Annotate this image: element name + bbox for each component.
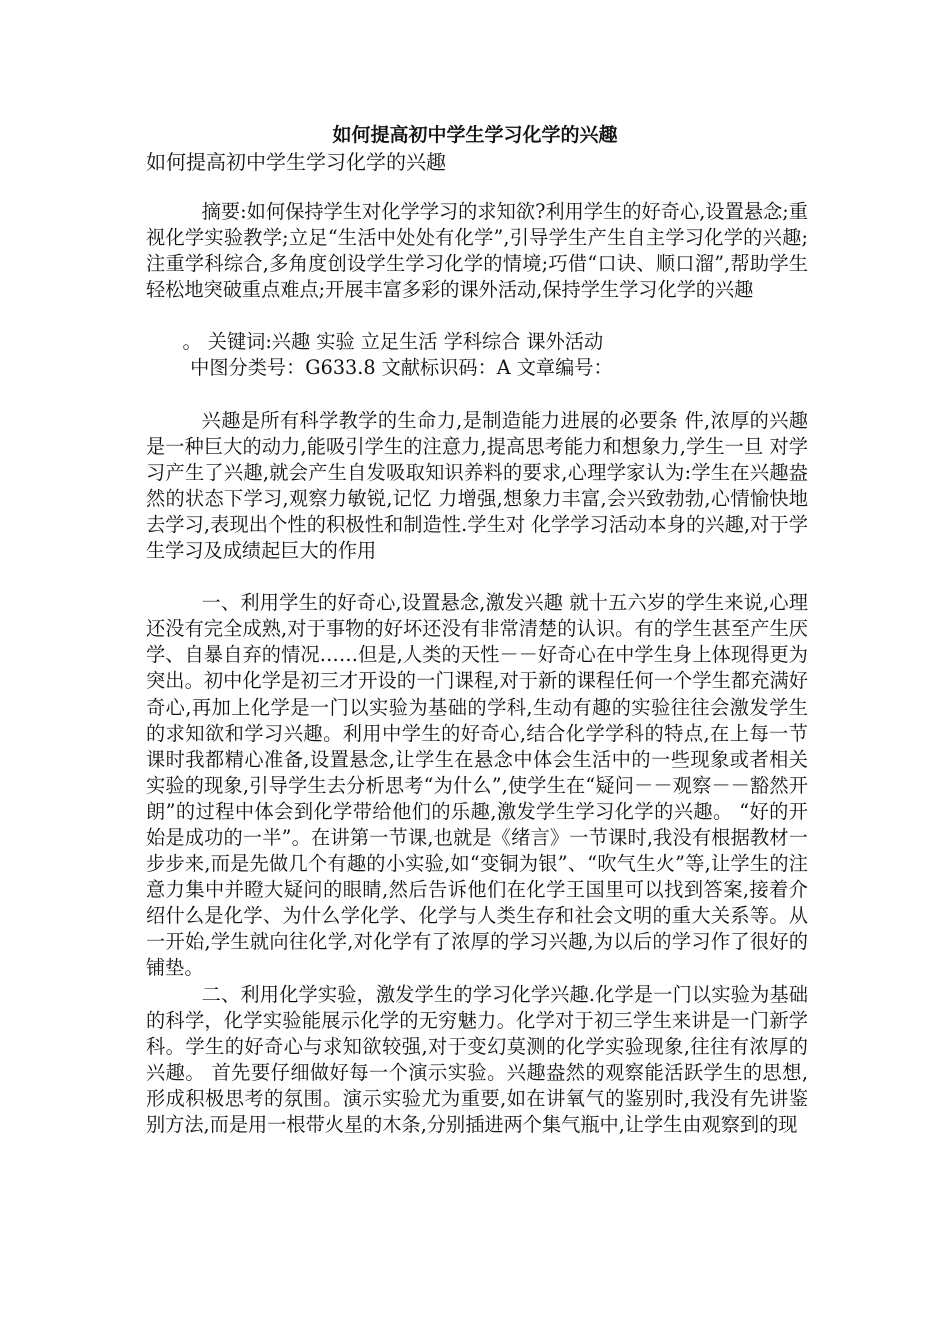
intro-paragraph: 兴趣是所有科学教学的生命力,是制造能力进展的必要条 件,浓厚的兴趣是一种巨大的动力,能吸引学生的注意力,提高思考能力和想象力,学生一旦 对学习产生了兴趣,就会产生自发吸取知识养料的要求,心理学家认为:学生在兴趣盎然的状态下学习,观察力敏锐,记忆 力增强,想象力丰富,会兴致勃勃,心情愉快地去学习,表现出个性的积极性和制造性.学生对 化学学习活动本身的兴趣,对于学生学习及成绩起巨大的作用 bbox=[146, 408, 808, 563]
section-two-paragraph: 二、利用化学实验，激发学生的学习化学兴趣.化学是一门以实验为基础的科学，化学实验能展示化学的无穷魅力。化学对于初三学生来讲是一门新学科。学生的好奇心与求知欲较强,对于变幻莫测的化学实验现象,往往有浓厚的兴趣。 首先要仔细做好每一个演示实验。兴趣盎然的观察能活跃学生的思想,形成积极思考的氛围。演示实验尤为重要,如在讲氧气的鉴别时,我没有先讲鉴别方法,而是用一根带火星的木条,分别插进两个集气瓶中,让学生由观察到的现 bbox=[146, 982, 808, 1136]
document-subtitle: 如何提高初中学生学习化学的兴趣 bbox=[146, 150, 446, 174]
abstract-paragraph: 摘要:如何保持学生对化学学习的求知欲?利用学生的好奇心,设置悬念;重视化学实验教学;立足“生活中处处有化学”,引导学生产生自主学习化学的兴趣;注重学科综合,多角度创设学生学习化学的情境;巧借“口诀、顺口溜”,帮助学生轻松地突破重点难点;开展丰富多彩的课外活动,保持学生学习化学的兴趣 bbox=[146, 200, 808, 302]
section-one-paragraph: 一、利用学生的好奇心,设置悬念,激发兴趣 就十五六岁的学生来说,心理还没有完全成熟,对于事物的好坏还没有非常清楚的认识。有的学生甚至产生厌学、自暴自弃的情况……但是,人类的天性－－好奇心在中学生身上体现得更为突出。初中化学是初三才开设的一门课程,对于新的课程任何一个学生都充满好奇心,再加上化学是一门以实验为基础的学科,生动有趣的实验往往会激发学生的求知欲和学习兴趣。利用中学生的好奇心,结合化学学科的特点,在上每一节课时我都精心准备,设置悬念,让学生在悬念中体会生活中的一些现象或者相关实验的现象,引导学生去分析思考“为什么”,使学生在“疑问－－观察－－豁然开朗”的过程中体会到化学带给他们的乐趣,激发学生学习化学的兴趣。 “好的开始是成功的一半”。在讲第一节课,也就是《绪言》一节课时,我没有根据教材一步步来,而是先做几个有趣的小实验,如“变铜为银”、“吹气生火”等,让学生的注意力集中并瞪大疑问的眼睛,然后告诉他们在化学王国里可以找到答案,接着介绍什么是化学、为什么学化学、化学与人类生存和社会文明的重大关系等。从一开始,学生就向往化学,对化学有了浓厚的学习兴趣,为以后的学习作了很好的铺垫。 bbox=[146, 591, 808, 980]
document-title: 如何提高初中学生学习化学的兴趣 bbox=[332, 124, 618, 146]
classification-line: 中图分类号：G633.8 文献标识码：A 文章编号： bbox=[190, 356, 613, 380]
document-body bbox=[146, 199, 808, 1138]
keywords-line: 。 关键词:兴趣 实验 立足生活 学科综合 课外活动 bbox=[182, 330, 604, 354]
